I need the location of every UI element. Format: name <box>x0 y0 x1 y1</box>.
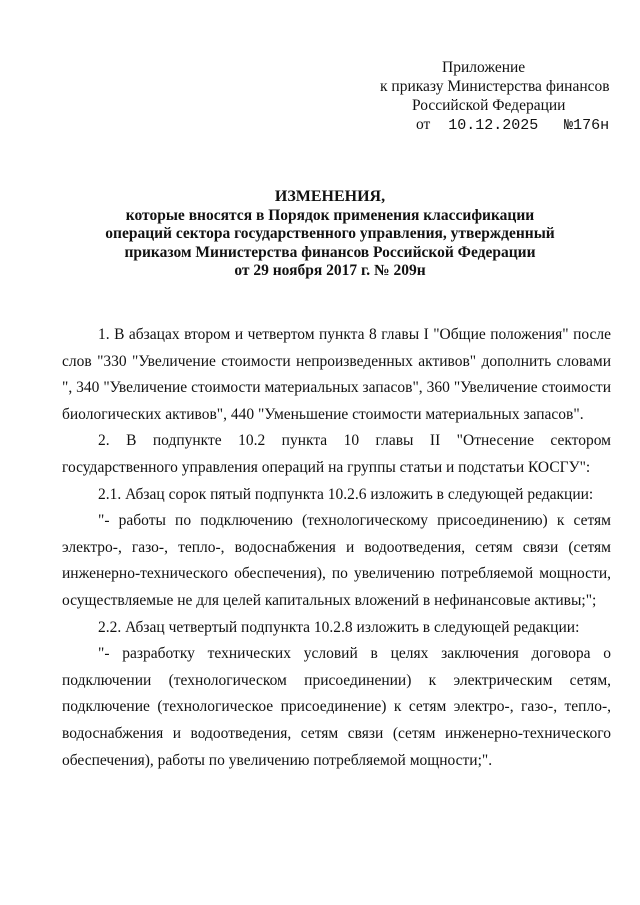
appendix-date-line <box>380 115 630 135</box>
paragraph-2: 2. В подпункте 10.2 пункта 10 главы II "Отнесение сектором государственного управления операций на группы статьи и подстатьи КОСГУ": <box>62 432 611 476</box>
appendix-from-label: от <box>416 116 431 133</box>
appendix-federation-line: Российской Федерации <box>412 97 566 114</box>
paragraph-4: "- работы по подключению (технологическому присоединению) к сетям электро-, газо-, тепло-, водоснабжения и водоотведения, сетям связи (сетям инженерно-технического обеспечения), по увеличению потребляемой мощности, осуществляемые не для целей капитальных вложений в нефинансовые активы;"; <box>62 512 611 609</box>
title-line-2: которые вносятся в Порядок применения классификации <box>125 206 535 224</box>
title-line-5: от 29 ноября 2017 г. № 209н <box>234 262 426 279</box>
title-line-4: приказом Министерства финансов Российской Федерации <box>124 243 536 261</box>
appendix-title: Приложение <box>442 59 526 76</box>
document-body <box>62 322 611 774</box>
appendix-number: №176н <box>564 117 610 134</box>
title-heading: ИЗМЕНЕНИЯ, <box>274 188 386 205</box>
paragraph-1: 1. В абзацах втором и четвертом пункта 8 главы I "Общие положения" после слов "330 "Увеличение стоимости непроизведенных активов" дополнить словами ", 340 "Увеличение стоимости материальных запасов", 360 "Увеличение стоимости биологических активов", 440 "Уменьшение стоимости материальных запасов". <box>62 326 611 423</box>
appendix-block <box>380 58 630 135</box>
appendix-order-line: к приказу Министерства финансов <box>380 78 610 95</box>
appendix-date: 10.12.2025 <box>448 117 539 134</box>
paragraph-3: 2.1. Абзац сорок пятый подпункта 10.2.6 изложить в следующей редакции: <box>98 485 594 503</box>
document-title <box>60 188 600 281</box>
paragraph-6: "- разработку технических условий в целях заключения договора о подключении (технологическом присоединении) к электрическим сетям, подключение (технологическое присоединение) к сетям электро-, газо-, тепло-, водоснабжения и водоотведения, сетям связи (сетям инженерно-технического обеспечения), работы по увеличению потребляемой мощности;". <box>62 645 611 769</box>
title-line-3: операций сектора государственного управления, утвержденный <box>105 225 555 242</box>
paragraph-5: 2.2. Абзац четвертый подпункта 10.2.8 изложить в следующей редакции: <box>98 618 580 636</box>
